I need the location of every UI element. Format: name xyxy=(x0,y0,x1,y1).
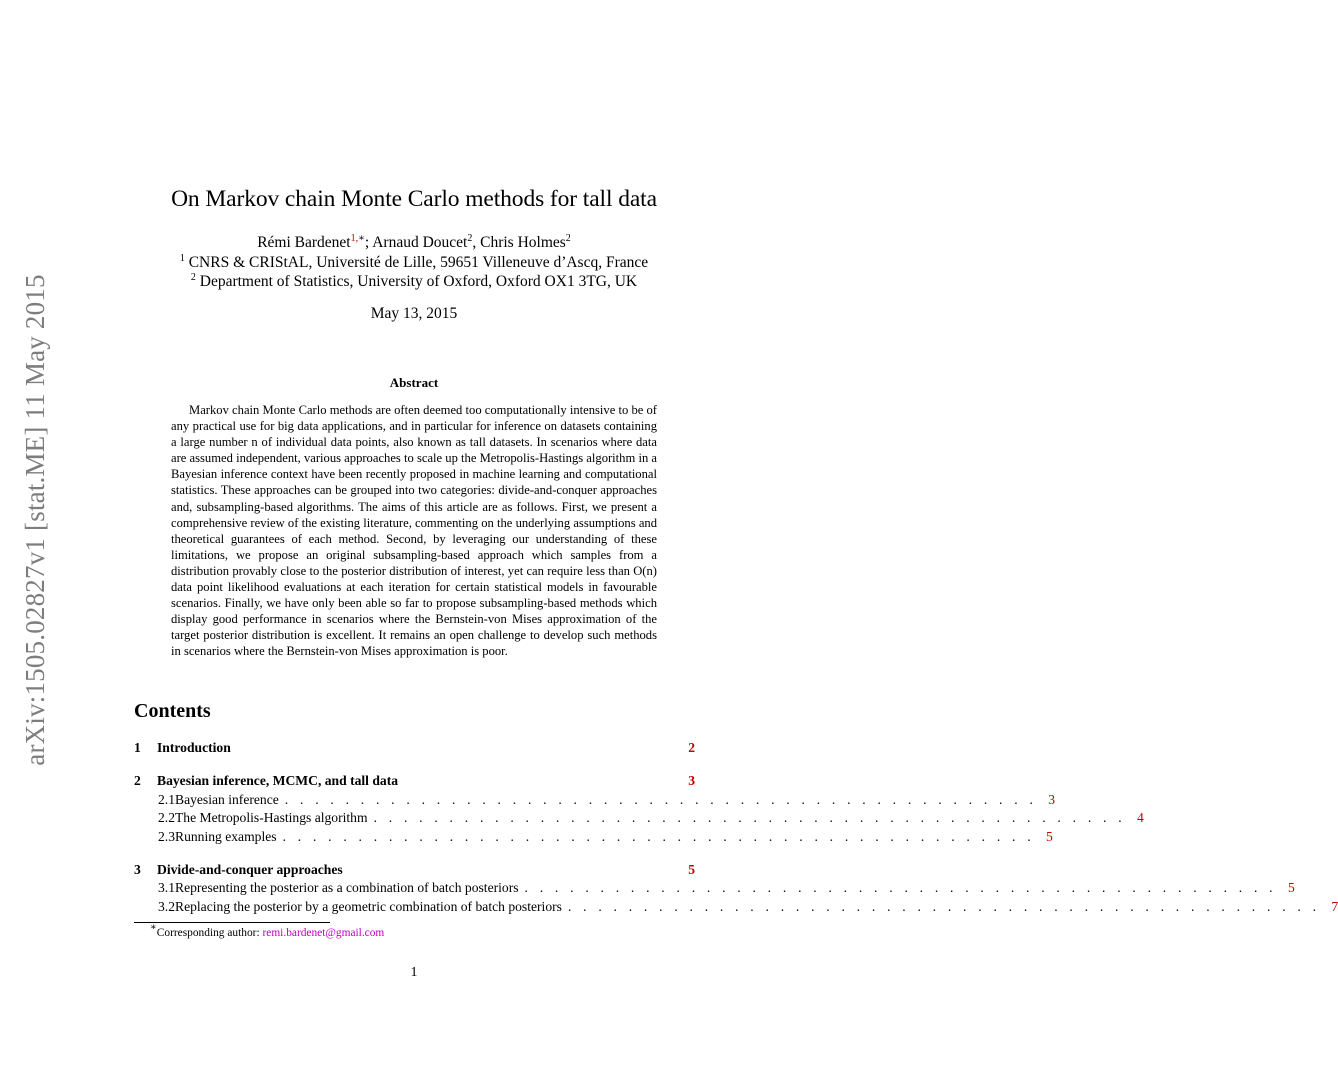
author-name: Rémi Bardenet xyxy=(257,234,351,251)
toc-entry-number: 2 xyxy=(134,773,141,788)
author-separator: ; xyxy=(364,234,373,251)
toc-entry[interactable] xyxy=(134,791,1056,809)
abstract-body: Markov chain Monte Carlo methods are often deemed too computationally intensive to be of any practical use for big data applications, and in particular for inference on datasets containing a large number n of individual data points, also known as tall datasets. In scenarios where data are assumed independent, various approaches to scale up the Metropolis-Hastings algorithm in a Bayesian inference context have been recently proposed in machine learning and computational statistics. These approaches can be grouped into two categories: divide-and-conquer approaches and, subsampling-based algorithms. The aims of this article are as follows. First, we present a comprehensive review of the existing literature, commenting on the underlying assumptions and theoretical guarantees of each method. Second, by leveraging our understanding of these limitations, we propose an original subsampling-based approach which samples from a distribution provably close to the posterior distribution of interest, yet can require less than O(n) data point likelihood evaluations at each iteration for certain statistical models in favourable scenarios. Finally, we have only been able so far to propose subsampling-based methods which display good performance in scenarios where the Bernstein-von Mises approximation of the target posterior distribution is excellent. It remains an open challenge to develop such methods in scenarios where the Bernstein-von Mises approximation is poor. xyxy=(171,403,657,659)
affiliation-1 xyxy=(0,254,828,272)
toc-page-link[interactable]: 5 xyxy=(1046,829,1053,844)
arxiv-identifier-stamp: arXiv:1505.02827v1 [stat.ME] 11 May 2015 xyxy=(20,274,50,766)
footnote-marker[interactable]: ∗ xyxy=(358,233,365,244)
author-separator: , xyxy=(472,234,481,251)
abstract-heading: Abstract xyxy=(389,375,439,390)
footnote-marker: ∗ xyxy=(150,922,157,933)
footnote xyxy=(150,922,385,939)
toc-page-link[interactable]: 3 xyxy=(688,773,695,788)
toc-entry-label: The Metropolis-Hastings algorithm xyxy=(175,810,368,825)
toc-entry-number: 2.3 xyxy=(158,829,175,844)
contents-heading: Contents xyxy=(134,700,211,722)
toc-leader xyxy=(398,772,677,790)
affiliation-marker: 1 xyxy=(179,253,185,264)
toc-entry-number: 1 xyxy=(134,740,141,755)
toc-leader: . . . . . . . . . . . . . . . . . . . . . . . . . . . . . . . . . . . . . . . . . . . . . . . . . . xyxy=(524,880,1277,895)
affiliation-marker: 2 xyxy=(190,272,196,283)
author-affiliation-marker: 2 xyxy=(565,233,571,244)
page-number: 1 xyxy=(410,965,418,980)
toc-entry[interactable] xyxy=(134,739,695,757)
toc-entry[interactable] xyxy=(134,772,695,790)
author-name: Chris Holmes xyxy=(480,234,566,251)
toc-entry[interactable] xyxy=(134,828,1053,846)
toc-page-link[interactable]: 3 xyxy=(1048,792,1056,807)
toc-entry[interactable] xyxy=(134,861,695,879)
toc-entry-number: 3.1 xyxy=(158,880,175,895)
footnote-divider xyxy=(134,922,330,923)
toc-entry[interactable] xyxy=(134,809,1144,827)
toc-entry-number: 3.2 xyxy=(158,899,175,914)
toc-entry-label: Introduction xyxy=(157,740,231,755)
author-affiliation-marker: 2 xyxy=(467,233,473,244)
author-name: Arnaud Doucet xyxy=(372,234,468,251)
toc-leader: . . . . . . . . . . . . . . . . . . . . . . . . . . . . . . . . . . . . . . . . . . . . . . . . . . xyxy=(284,792,1038,807)
toc-entry-label: Divide-and-conquer approaches xyxy=(157,862,343,877)
toc-leader xyxy=(343,861,677,879)
toc-page-link[interactable]: 5 xyxy=(688,862,695,877)
toc-entry-number: 2.2 xyxy=(158,810,175,825)
toc-entry[interactable] xyxy=(134,898,1338,916)
publication-date: May 13, 2015 xyxy=(370,305,458,322)
paper-title: On Markov chain Monte Carlo methods for tall data xyxy=(171,186,657,212)
toc-entry-label: Representing the posterior as a combination of batch posteriors xyxy=(175,880,519,895)
affiliation-2 xyxy=(0,273,828,291)
toc-page-link[interactable]: 5 xyxy=(1287,880,1295,895)
footnote-text: Corresponding author: xyxy=(156,927,263,939)
toc-entry-label: Bayesian inference, MCMC, and tall data xyxy=(157,773,399,788)
affiliation-text: CNRS & CRIStAL, Université de Lille, 59651 Villeneuve d’Ascq, France xyxy=(188,254,649,271)
affiliation-text: Department of Statistics, University of Oxford, Oxford OX1 3TG, UK xyxy=(199,273,638,290)
toc-leader xyxy=(231,739,677,757)
toc-entry[interactable] xyxy=(134,879,1295,897)
toc-page-link[interactable]: 4 xyxy=(1137,810,1144,825)
toc-leader: . . . . . . . . . . . . . . . . . . . . . . . . . . . . . . . . . . . . . . . . . . . . . . . . . . xyxy=(373,810,1126,825)
toc-page-link[interactable]: 7 xyxy=(1331,899,1338,914)
toc-page-link[interactable]: 2 xyxy=(688,740,695,755)
toc-entry-number: 3 xyxy=(134,862,141,877)
toc-entry-label: Running examples xyxy=(175,829,277,844)
toc-leader: . . . . . . . . . . . . . . . . . . . . . . . . . . . . . . . . . . . . . . . . . . . . . . . . . . xyxy=(282,829,1035,844)
corresponding-author-email-link[interactable]: remi.bardenet@gmail.com xyxy=(262,927,385,939)
toc-entry-label: Replacing the posterior by a geometric combination of batch posteriors xyxy=(175,899,562,914)
toc-entry-label: Bayesian inference xyxy=(175,792,279,807)
author-list xyxy=(0,234,828,252)
toc-entry-number: 2.1 xyxy=(158,792,175,807)
author-affiliation-marker[interactable]: 1, xyxy=(350,233,359,244)
toc-leader: . . . . . . . . . . . . . . . . . . . . . . . . . . . . . . . . . . . . . . . . . . . . . . . . . . xyxy=(567,899,1321,914)
